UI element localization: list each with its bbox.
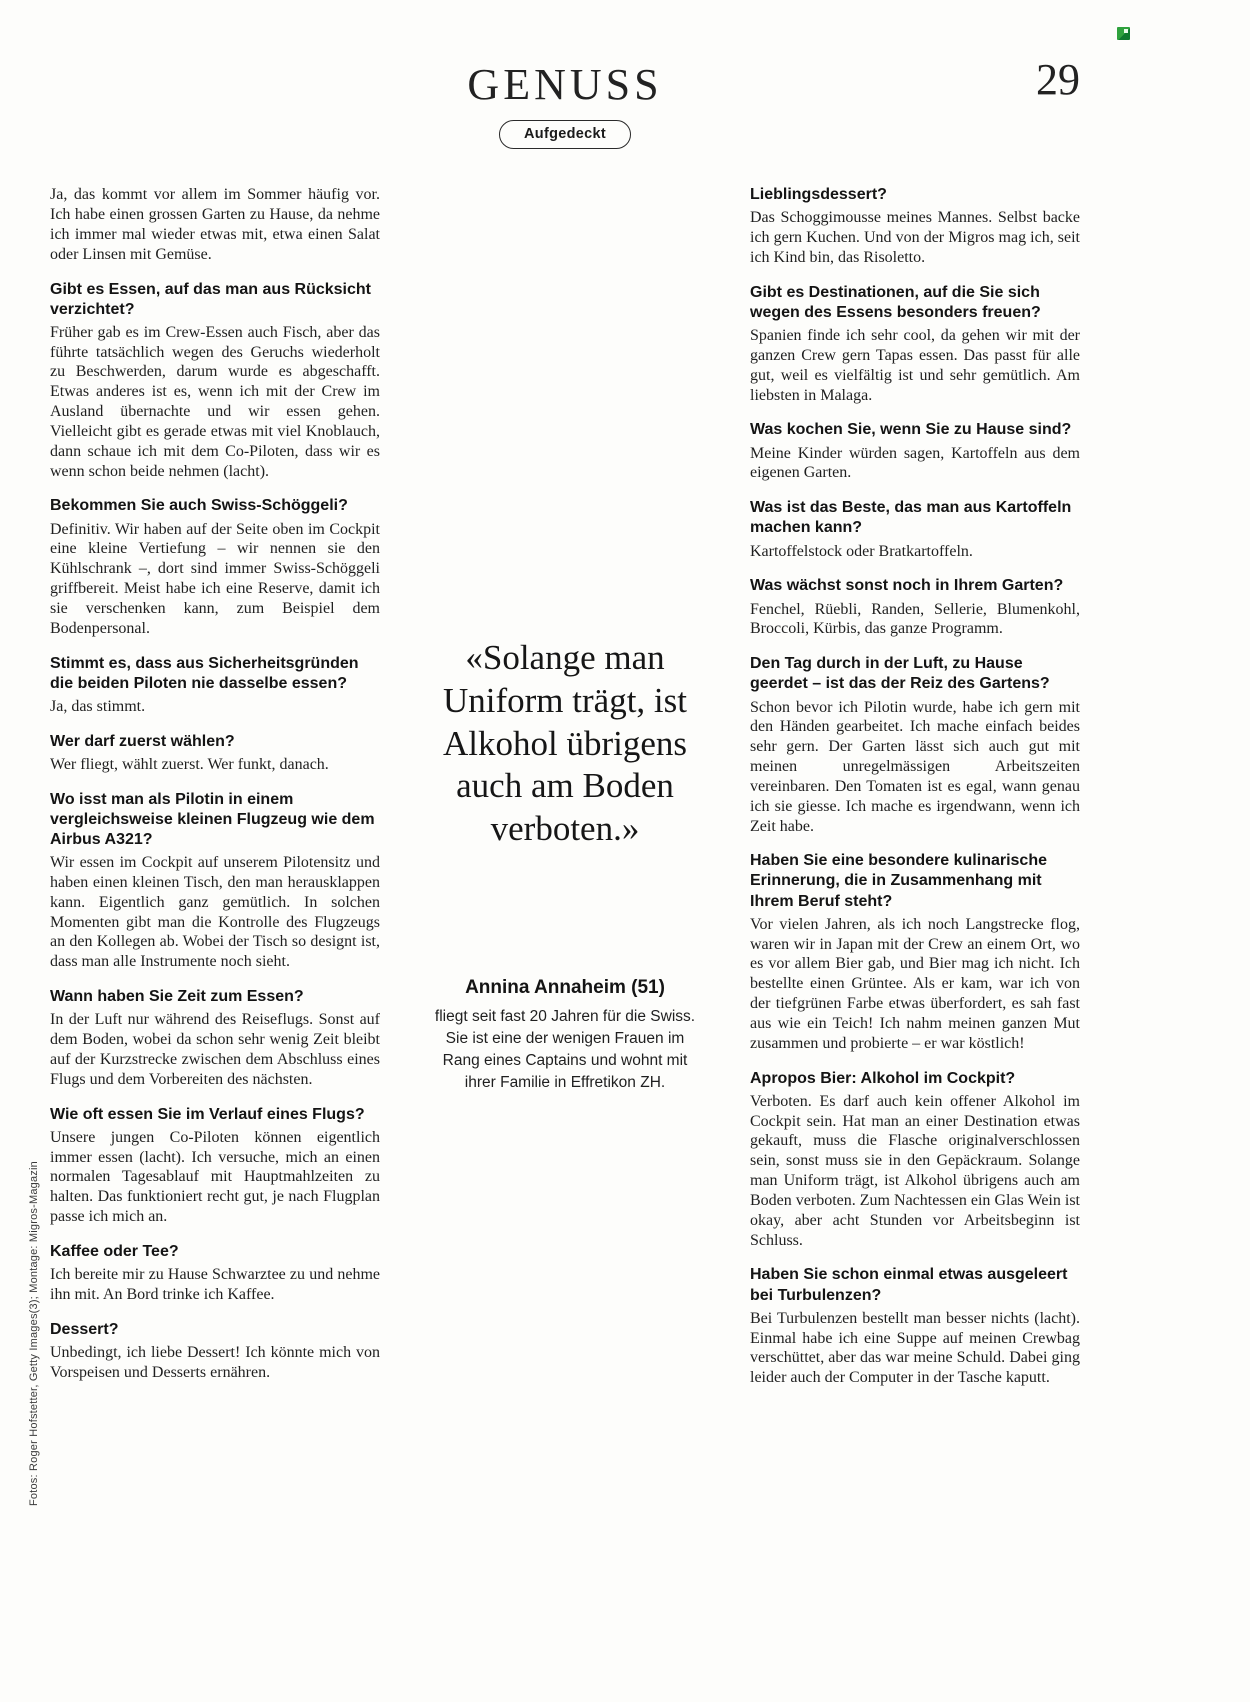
- bio-text: fliegt seit fast 20 Jahren für die Swiss. Sie ist eine der wenigen Frauen im Rang eines Captains und wohnt mit ihrer Familie in Effretikon ZH.: [434, 1007, 696, 1091]
- qa-item: [50, 1242, 380, 1305]
- answer: Verboten. Es darf auch kein offener Alkohol im Cockpit sein. Hat man an einer Destination etwas gekauft, muss die Flasche originalverschlossen sein, sonst muss sie in den Gepäckraum. Solange man Uniform trägt, ist Alkohol übrigens auch am Boden verboten. Zum Nachtessen ein Glas Wein ist okay, aber acht Stunden vor Arbeitsbeginn ist Schluss.: [750, 1092, 1080, 1249]
- green-scan-marker-icon: [1117, 27, 1130, 40]
- answer: Vor vielen Jahren, als ich noch Langstrecke flog, waren wir in Japan mit der Crew an einem Ort, wo es vor allem Bier gab, und Bier mag ich nicht. Ich bestellte einen Grüntee. Als er kam, war ich von der tiefgrünen Farbe etwas überfordert, es sah fast aus wie ein Teich! Ich nahm meinen ganzen Mut zusammen und probierte – er war köstlich!: [750, 915, 1080, 1052]
- qa-item: [50, 654, 380, 717]
- answer: Unbedingt, ich liebe Dessert! Ich könnte mich von Vorspeisen und Desserts ernähren.: [50, 1343, 380, 1381]
- question: Wo isst man als Pilotin in einem vergleichsweise kleinen Flugzeug wie dem Airbus A321?: [50, 790, 375, 848]
- qa-item: [50, 790, 380, 972]
- article-body: [50, 185, 1080, 1403]
- badge-row: [50, 120, 1080, 149]
- answer: In der Luft nur während des Reiseflugs. Sonst auf dem Boden, wobei da schon sehr wenig Zeit bleibt auf der Kurzstrecke zwischen dem Abschluss eines Flugs und dem Vorbereiten des nächsten.: [50, 1011, 380, 1088]
- question: Was ist das Beste, das man aus Kartoffeln machen kann?: [750, 499, 1072, 537]
- qa-item: [750, 1069, 1080, 1251]
- question: Stimmt es, dass aus Sicherheitsgründen die beiden Piloten nie dasselbe essen?: [50, 654, 359, 692]
- answer: Definitiv. Wir haben auf der Seite oben im Cockpit eine kleine Vertiefung – wir nennen sie den Kühlschrank –, dort sind immer Swiss-Schöggeli griffbereit. Meist habe ich eine Reserve, damit ich sie verschenken kann, zum Beispiel dem Bodenpersonal.: [50, 520, 380, 637]
- answer: Schon bevor ich Pilotin wurde, habe ich gern mit den Händen gearbeitet. Ich mache einfach beides sehr gern. Der Garten lässt sich auch gut mit meinen unregelmässigen Arbeitszeiten vereinbaren. Den Tomaten ist es egal, wann genau ich sie giesse. Ich mache es irgendwann, wenn ich Zeit habe.: [750, 698, 1080, 835]
- section-title: GENUSS: [467, 60, 663, 109]
- answer: Ja, das stimmt.: [50, 697, 146, 715]
- question: Was wächst sonst noch in Ihrem Garten?: [750, 577, 1064, 595]
- answer: Ja, das kommt vor allem im Sommer häufig vor. Ich habe einen grossen Garten zu Hause, da nehme ich immer mal wieder etwas mit, etwa einen Salat oder Linsen mit Gemüse.: [50, 186, 380, 263]
- qa-item: [50, 732, 380, 775]
- qa-item: [750, 654, 1080, 836]
- answer: Wir essen im Cockpit auf unserem Pilotensitz und haben einen kleinen Tisch, den man herausklappen kann. Eigentlich ganz gemütlich. In solchen Momenten gibt man die Kontrolle des Flugzeugs an den Kollegen ab. Wobei der Tisch so designt ist, dass man alle Instrumente noch sieht.: [50, 854, 380, 971]
- qa-item: [50, 1105, 380, 1227]
- question: Gibt es Essen, auf das man aus Rücksicht verzichtet?: [50, 280, 371, 318]
- left-column: [50, 185, 380, 1403]
- page-content: [50, 0, 1080, 1403]
- question: Dessert?: [50, 1320, 119, 1338]
- question: Gibt es Destinationen, auf die Sie sich wegen des Essens besonders freuen?: [750, 283, 1041, 321]
- qa-item: [50, 280, 380, 482]
- qa-item: [750, 1265, 1080, 1388]
- qa-item: [750, 851, 1080, 1053]
- question: Den Tag durch in der Luft, zu Hause geerdet – ist das der Reiz des Gartens?: [750, 655, 1050, 693]
- qa-item: [50, 1320, 380, 1383]
- answer: Fenchel, Rüebli, Randen, Sellerie, Blumenkohl, Broccoli, Kürbis, das ganze Programm.: [750, 600, 1080, 638]
- bio-name: Annina Annaheim (51): [465, 976, 665, 998]
- bio-box: [431, 977, 699, 1094]
- answer: Das Schoggimousse meines Mannes. Selbst backe ich gern Kuchen. Und von der Migros mag ich, seit ich Kind bin, das Risoletto.: [750, 209, 1080, 266]
- answer: Spanien finde ich sehr cool, da gehen wir mit der ganzen Crew gern Tapas essen. Das passt für alle gut, weil es vielfältig ist und sehr gemütlich. Am liebsten in Malaga.: [750, 327, 1080, 404]
- answer: Bei Turbulenzen bestellt man besser nichts (lacht). Einmal habe ich eine Suppe auf meinen Crewbag verschüttet, aber das war meine Schuld. Dabei ging leider auch der Computer in der Tasche kaputt.: [750, 1309, 1080, 1387]
- qa-item: [50, 987, 380, 1089]
- qa-item: [750, 185, 1080, 268]
- middle-column: [420, 185, 710, 1403]
- photo-credit: Fotos: Roger Hofstetter, Getty Images(3); Montage: Migros-Magazin: [28, 1161, 40, 1506]
- question: Wie oft essen Sie im Verlauf eines Flugs?: [50, 1105, 365, 1123]
- question: Wer darf zuerst wählen?: [50, 732, 235, 750]
- pull-quote: «Solange man Uniform trägt, ist Alkohol übrigens auch am Boden verboten.»: [442, 638, 687, 848]
- qa-item: [50, 496, 380, 638]
- question: Apropos Bier: Alkohol im Cockpit?: [750, 1069, 1016, 1087]
- qa-item: [750, 576, 1080, 639]
- answer: Wer fliegt, wählt zuerst. Wer funkt, danach.: [50, 755, 329, 773]
- answer: Ich bereite mir zu Hause Schwarztee zu und nehme ihn mit. An Bord trinke ich Kaffee.: [50, 1266, 380, 1303]
- question: Haben Sie schon einmal etwas ausgeleert bei Turbulenzen?: [750, 1266, 1068, 1304]
- question: Wann haben Sie Zeit zum Essen?: [50, 988, 304, 1006]
- page-number: 29: [1036, 55, 1080, 104]
- answer: Früher gab es im Crew-Essen auch Fisch, aber das führte tatsächlich wegen des Geruchs wiederholt zu Beschwerden, darum wurde es abgeschafft. Etwas anderes ist es, wenn ich mit der Crew im Ausland übernachte und wir essen gehen. Vielleicht gibt es gerade etwas mit viel Knoblauch, dann schaue ich mit dem Co-Piloten, dass wir es wenn schon beide nehmen (lacht).: [50, 323, 380, 480]
- page-header: [50, 0, 1080, 149]
- right-column: [750, 185, 1080, 1403]
- rubric-badge: Aufgedeckt: [499, 120, 631, 149]
- qa-item: [750, 420, 1080, 483]
- answer: Kartoffelstock oder Bratkartoffeln.: [750, 542, 973, 560]
- question: Haben Sie eine besondere kulinarische Erinnerung, die in Zusammenhang mit Ihrem Beruf steht?: [750, 852, 1047, 910]
- qa-item: [750, 283, 1080, 406]
- question: Bekommen Sie auch Swiss-Schöggeli?: [50, 497, 348, 515]
- qa-item: [50, 185, 380, 264]
- answer: Meine Kinder würden sagen, Kartoffeln aus dem eigenen Garten.: [750, 444, 1080, 482]
- qa-item: [750, 498, 1080, 561]
- question: Was kochen Sie, wenn Sie zu Hause sind?: [750, 421, 1072, 439]
- question: Lieblingsdessert?: [750, 186, 887, 204]
- question: Kaffee oder Tee?: [50, 1242, 179, 1260]
- answer: Unsere jungen Co-Piloten können eigentlich immer essen (lacht). Ich versuche, mich an einen normalen Tagesablauf mit Hauptmahlzeiten zu halten. Das funktioniert recht gut, je nach Flugplan passe ich mich an.: [50, 1128, 380, 1226]
